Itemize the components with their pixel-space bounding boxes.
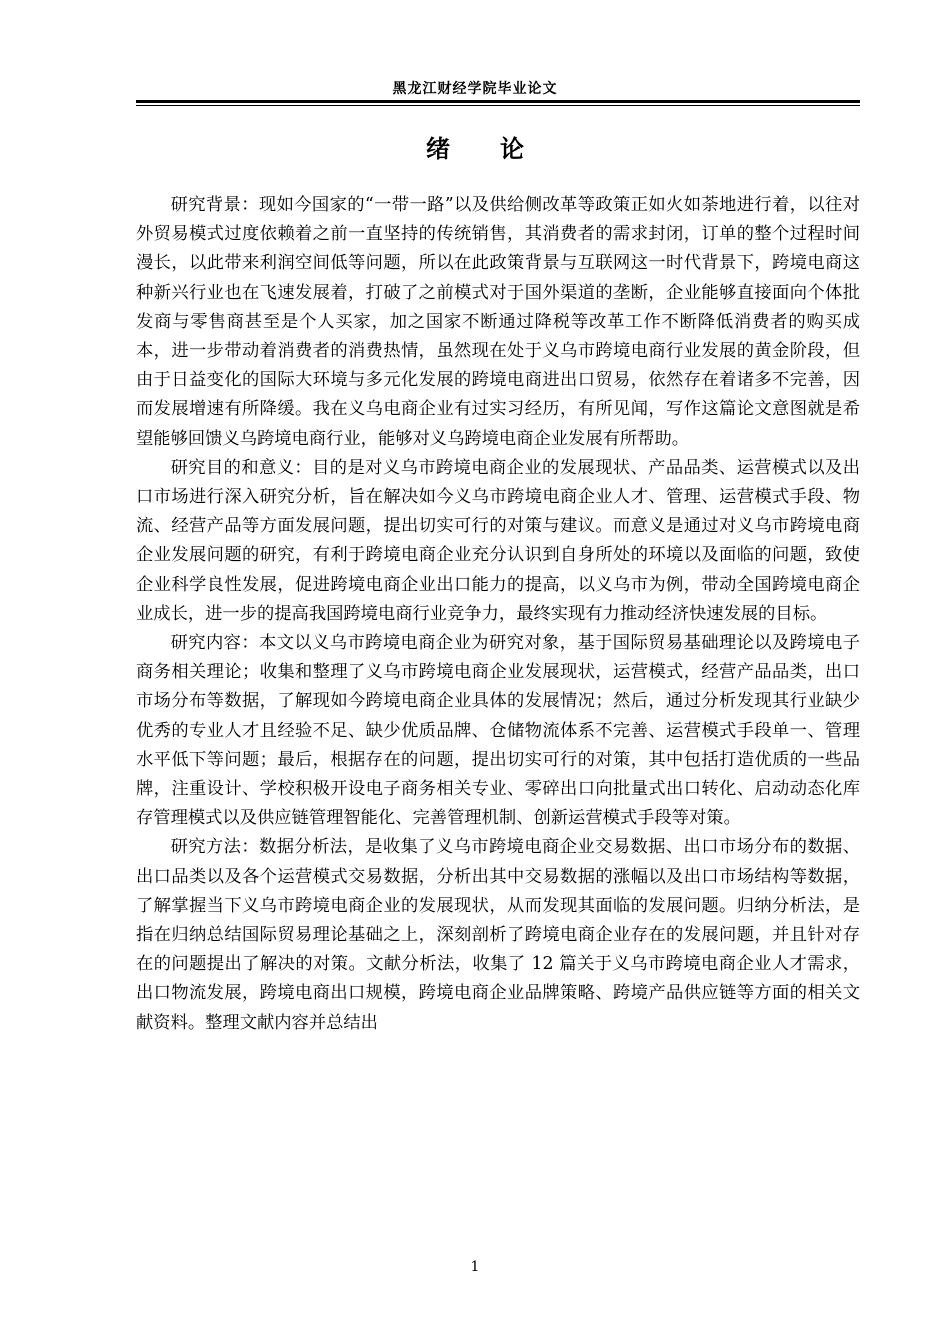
paragraph-research-methods: 研究方法：数据分析法，是收集了义乌市跨境电商企业交易数据、出口市场分布的数据、出口品类以及各个运营模式交易数据，分析出其中交易数据的涨幅以及出口市场结构等数据，了解掌握当下义乌市跨境电商企业的发展现状，从而发现其面临的发展问题。归纳分析法，是指在归纳总结国际贸易理论基础之上，深刻剖析了跨境电商企业存在的发展问题，并且针对存在的问题提出了解决的对策。文献分析法，收集了 12 篇关于义乌市跨境电商企业人才需求，出口物流发展，跨境电商出口规模，跨境电商企业品牌策略、跨境产品供应链等方面的相关文献资料。整理文献内容并总结出	[136, 837, 860, 1033]
header-rule-thin	[136, 105, 860, 106]
body-text	[136, 191, 860, 1038]
chapter-title: 绪论	[426, 134, 574, 163]
paragraph-research-content: 研究内容：本文以义乌市跨境电商企业为研究对象，基于国际贸易基础理论以及跨境电子商务相关理论；收集和整理了义乌市跨境电商企业发展现状，运营模式，经营产品品类，出口市场分布等数据，了解现如今跨境电商企业具体的发展情况；然后，通过分析发现其行业缺少优秀的专业人才且经验不足、缺少优质品牌、仓储物流体系不完善、运营模式手段单一、管理水平低下等问题；最后，根据存在的问题，提出切实可行的对策，其中包括打造优质的一些品牌，注重设计、学校积极开设电子商务相关专业、零碎出口向批量式出口转化、启动动态化库存管理模式以及供应链管理智能化、完善管理机制、创新运营模式手段等对策。	[136, 633, 860, 829]
paragraph-research-background: 研究背景：现如今国家的“一带一路”以及供给侧改革等政策正如火如荼地进行着，以往对外贸易模式过度依赖着之前一直坚持的传统销售，其消费者的需求封闭，订单的整个过程时间漫长，以此带来利润空间低等问题，所以在此政策背景与互联网这一时代背景下，跨境电商这种新兴行业也在飞速发展着，打破了之前模式对于国外渠道的垄断，企业能够直接面向个体批发商与零售商甚至是个人买家，加之国家不断通过降税等改革工作不断降低消费者的购买成本，进一步带动着消费者的消费热情，虽然现在处于义乌市跨境电商行业发展的黄金阶段，但由于日益变化的国际大环境与多元化发展的跨境电商进出口贸易，依然存在着诸多不完善，因而发展增速有所降缓。我在义乌电商企业有过实习经历，有所见闻，写作这篇论文意图就是希望能够回馈义乌跨境电商行业，能够对义乌跨境电商企业发展有所帮助。	[136, 195, 860, 449]
running-header: 黑龙江财经学院毕业论文	[392, 81, 558, 97]
paragraph-research-purpose: 研究目的和意义：目的是对义乌市跨境电商企业的发展现状、产品品类、运营模式以及出口市场进行深入研究分析，旨在解决如今义乌市跨境电商企业人才、管理、运营模式手段、物流、经营产品等方面发展问题，提出切实可行的对策与建议。而意义是通过对义乌市跨境电商企业发展问题的研究，有利于跨境电商企业充分认识到自身所处的环境以及面临的问题，致使企业科学良性发展，促进跨境电商企业出口能力的提高，以义乌市为例，带动全国跨境电商企业成长，进一步的提高我国跨境电商行业竞争力，最终实现有力推动经济快速发展的目标。	[136, 457, 860, 624]
header-rule-thick	[136, 100, 860, 103]
page-number: 1	[470, 1259, 480, 1275]
